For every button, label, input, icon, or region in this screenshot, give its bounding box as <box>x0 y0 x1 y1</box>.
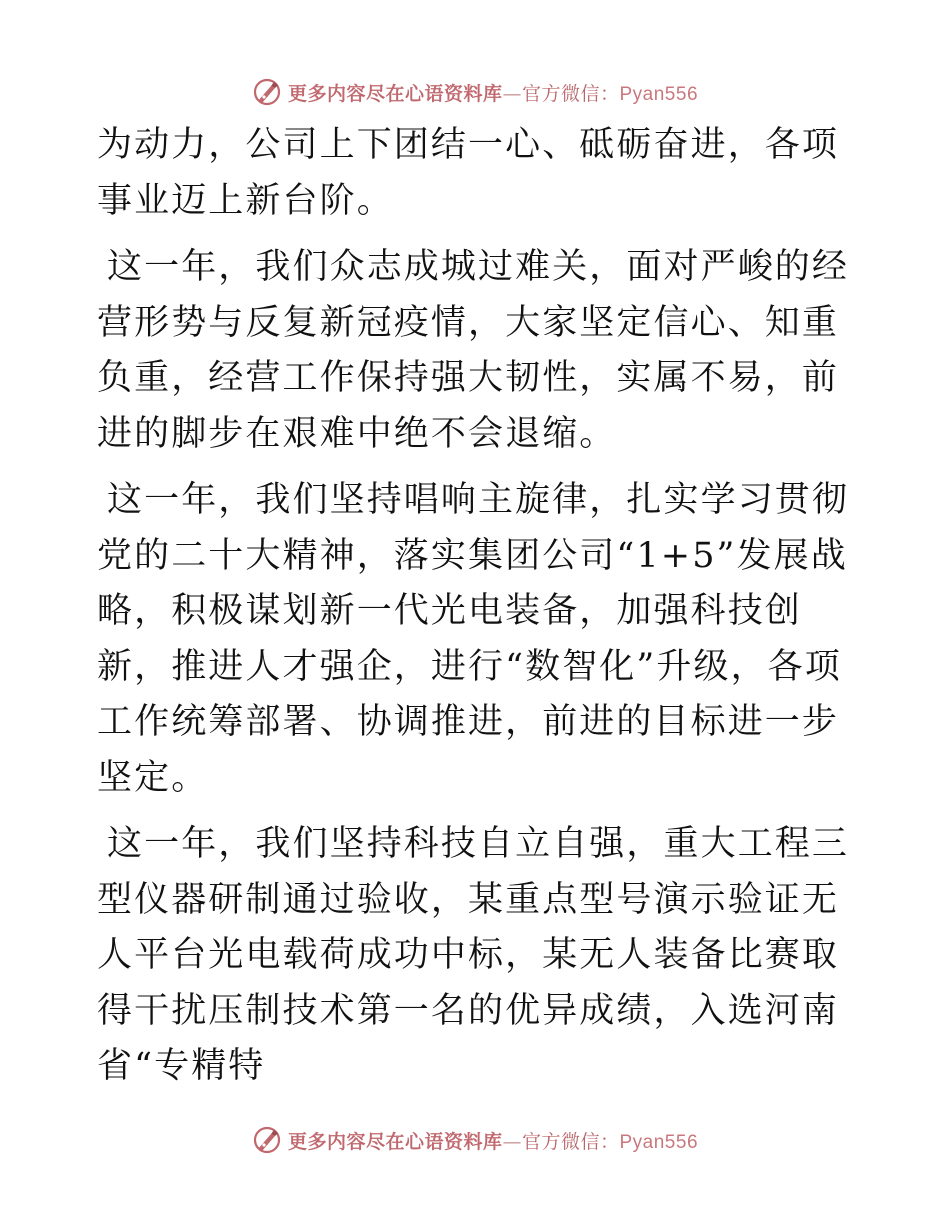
watermark-wechat-id: Pyan556 <box>619 1131 699 1153</box>
header-watermark <box>0 72 950 112</box>
watermark-brand: 更多内容尽在心语资料库 <box>287 1130 503 1153</box>
watermark-separator: — <box>502 1130 522 1153</box>
watermark-label: 官方微信： <box>521 82 620 105</box>
paragraph-3: 这一年，我们坚持唱响主旋律，扎实学习贯彻党的二十大精神，落实集团公司“1+5”发展战略，积极谋划新一代光电装备，加强科技创新，推进人才强企，进行“数智化”升级，各项工作统筹部署、协调推进，前进的目标进一步坚定。 <box>97 480 850 798</box>
watermark-brand: 更多内容尽在心语资料库 <box>287 82 503 105</box>
document-body <box>97 118 857 1106</box>
pen-logo-icon <box>252 77 282 107</box>
watermark-separator: — <box>502 82 522 105</box>
paragraph-4: 这一年，我们坚持科技自立自强，重大工程三型仪器研制通过验收，某重点型号演示验证无人平台光电载荷成功中标，某无人装备比赛取得干扰压制技术第一名的优异成绩，入选河南省“专精特 <box>97 824 850 1086</box>
pen-logo-icon <box>252 1125 282 1155</box>
footer-watermark <box>0 1120 950 1160</box>
watermark-label: 官方微信： <box>521 1130 620 1153</box>
paragraph-1: 为动力，公司上下团结一心、砥砺奋进，各项事业迈上新台阶。 <box>97 125 840 221</box>
watermark-text <box>288 1127 698 1154</box>
watermark-text <box>288 79 698 106</box>
watermark-wechat-id: Pyan556 <box>619 83 699 105</box>
paragraph-2: 这一年，我们众志成城过难关，面对严峻的经营形势与反复新冠疫情，大家坚定信心、知重负重，经营工作保持强大韧性，实属不易，前进的脚步在艰难中绝不会退缩。 <box>97 247 850 454</box>
